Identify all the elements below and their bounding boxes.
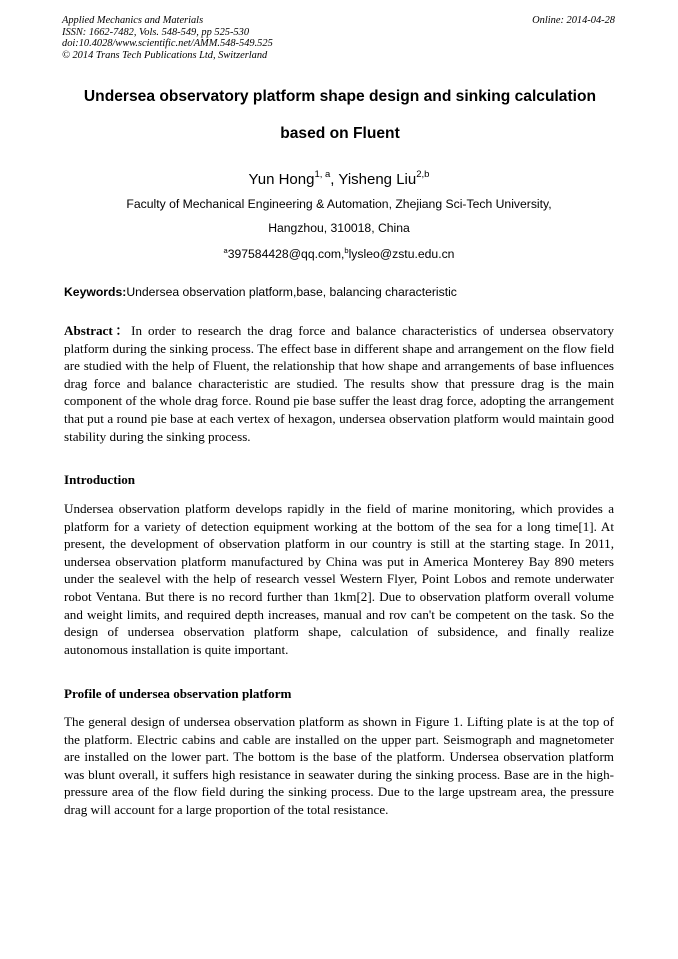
section-heading-introduction: Introduction <box>64 472 136 487</box>
abstract-label: Abstract： <box>64 323 132 338</box>
author-list <box>0 170 678 188</box>
affiliation-line-2: Hangzhou, 310018, China <box>268 221 410 235</box>
introduction-paragraph: Undersea observation platform develops rapidly in the field of marine monitoring, which provides a platform for a variety of detection equipment working at the bottom of the sea for a long time[1]. At present, the development of observation platform in our country is still at the starting stage. In 2011, undersea observation platform manufactured by China was put in America Monterey Bay 890 meters under the sealevel with the help of research vessel Western Flyer, Point Lobos and remote underwater robot Ventana. But there is no record further than 1km[2]. Due to observation platform overall volume and weight limits, and required depth increases, manual and rov can't be competent on the task. So the design of undersea observation platform shape, calculation of subsidence, and finally realize autonomous installation is quite important. <box>64 501 614 657</box>
keywords-text: Undersea observation platform,base, balancing characteristic <box>126 285 457 299</box>
journal-name: Applied Mechanics and Materials <box>62 15 204 26</box>
author-2-affiliation: 2,b <box>416 169 430 180</box>
section-heading-profile: Profile of undersea observation platform <box>64 686 292 701</box>
online-date: Online: 2014-04-28 <box>532 15 615 26</box>
email-b: lysleo@zstu.edu.cn <box>348 247 455 262</box>
author-emails <box>0 246 678 261</box>
affiliation-line-1: Faculty of Mechanical Engineering & Automation, Zhejiang Sci-Tech University, <box>126 197 552 211</box>
author-separator: , <box>330 171 339 188</box>
keywords <box>64 285 457 299</box>
abstract <box>64 322 614 445</box>
profile-paragraph: The general design of undersea observation platform as shown in Figure 1. Lifting plate is at the top of the platform. Electric cabins and cable are installed on the upper part. Seismograph and magnetometer are installed on the lower part. The bottom is the base of the platform. Undersea observation platform was blunt overall, it suffers high resistance in seawater during the sinking process. Base are in the high-pressure area of the flow field during the sinking process. Due to the large upstream area, the pressure drag will account for a large proportion of the total resistance. <box>64 714 614 817</box>
issn-line: ISSN: 1662-7482, Vols. 548-549, pp 525-530 <box>62 26 250 38</box>
copyright-line: © 2014 Trans Tech Publications Ltd, Switzerland <box>62 49 268 61</box>
paper-title-line-1: Undersea observatory platform shape design and sinking calculation <box>83 88 597 105</box>
author-1: Yun Hong <box>248 171 315 188</box>
email-a: 397584428@qq.com, <box>227 247 345 262</box>
email-b-marker: b <box>344 246 349 255</box>
email-a-marker: a <box>223 246 228 255</box>
author-2: Yisheng Liu <box>338 171 417 188</box>
journal-header <box>62 15 273 61</box>
author-1-affiliation: 1, a <box>314 169 331 180</box>
doi-line: doi:10.4028/www.scientific.net/AMM.548-549.525 <box>62 38 273 50</box>
abstract-text: In order to research the drag force and balance characteristics of undersea observatory platform during the sinking process. The effect base in different shape and arrangement on the flow field are studied with the help of Fluent, the relationship that how shape and arrangements of base influences drag force and balance characteristic are studied. The results show that pressure drag is the main component of the whole drag force. Round pie base suffer the least drag force, adopting the arrangement that put a round pie base at each vertex of hexagon, undersea observation platform would maintain good stability during the sinking process. <box>64 323 614 444</box>
keywords-label: Keywords: <box>64 285 127 299</box>
paper-title-line-2: based on Fluent <box>280 125 400 142</box>
